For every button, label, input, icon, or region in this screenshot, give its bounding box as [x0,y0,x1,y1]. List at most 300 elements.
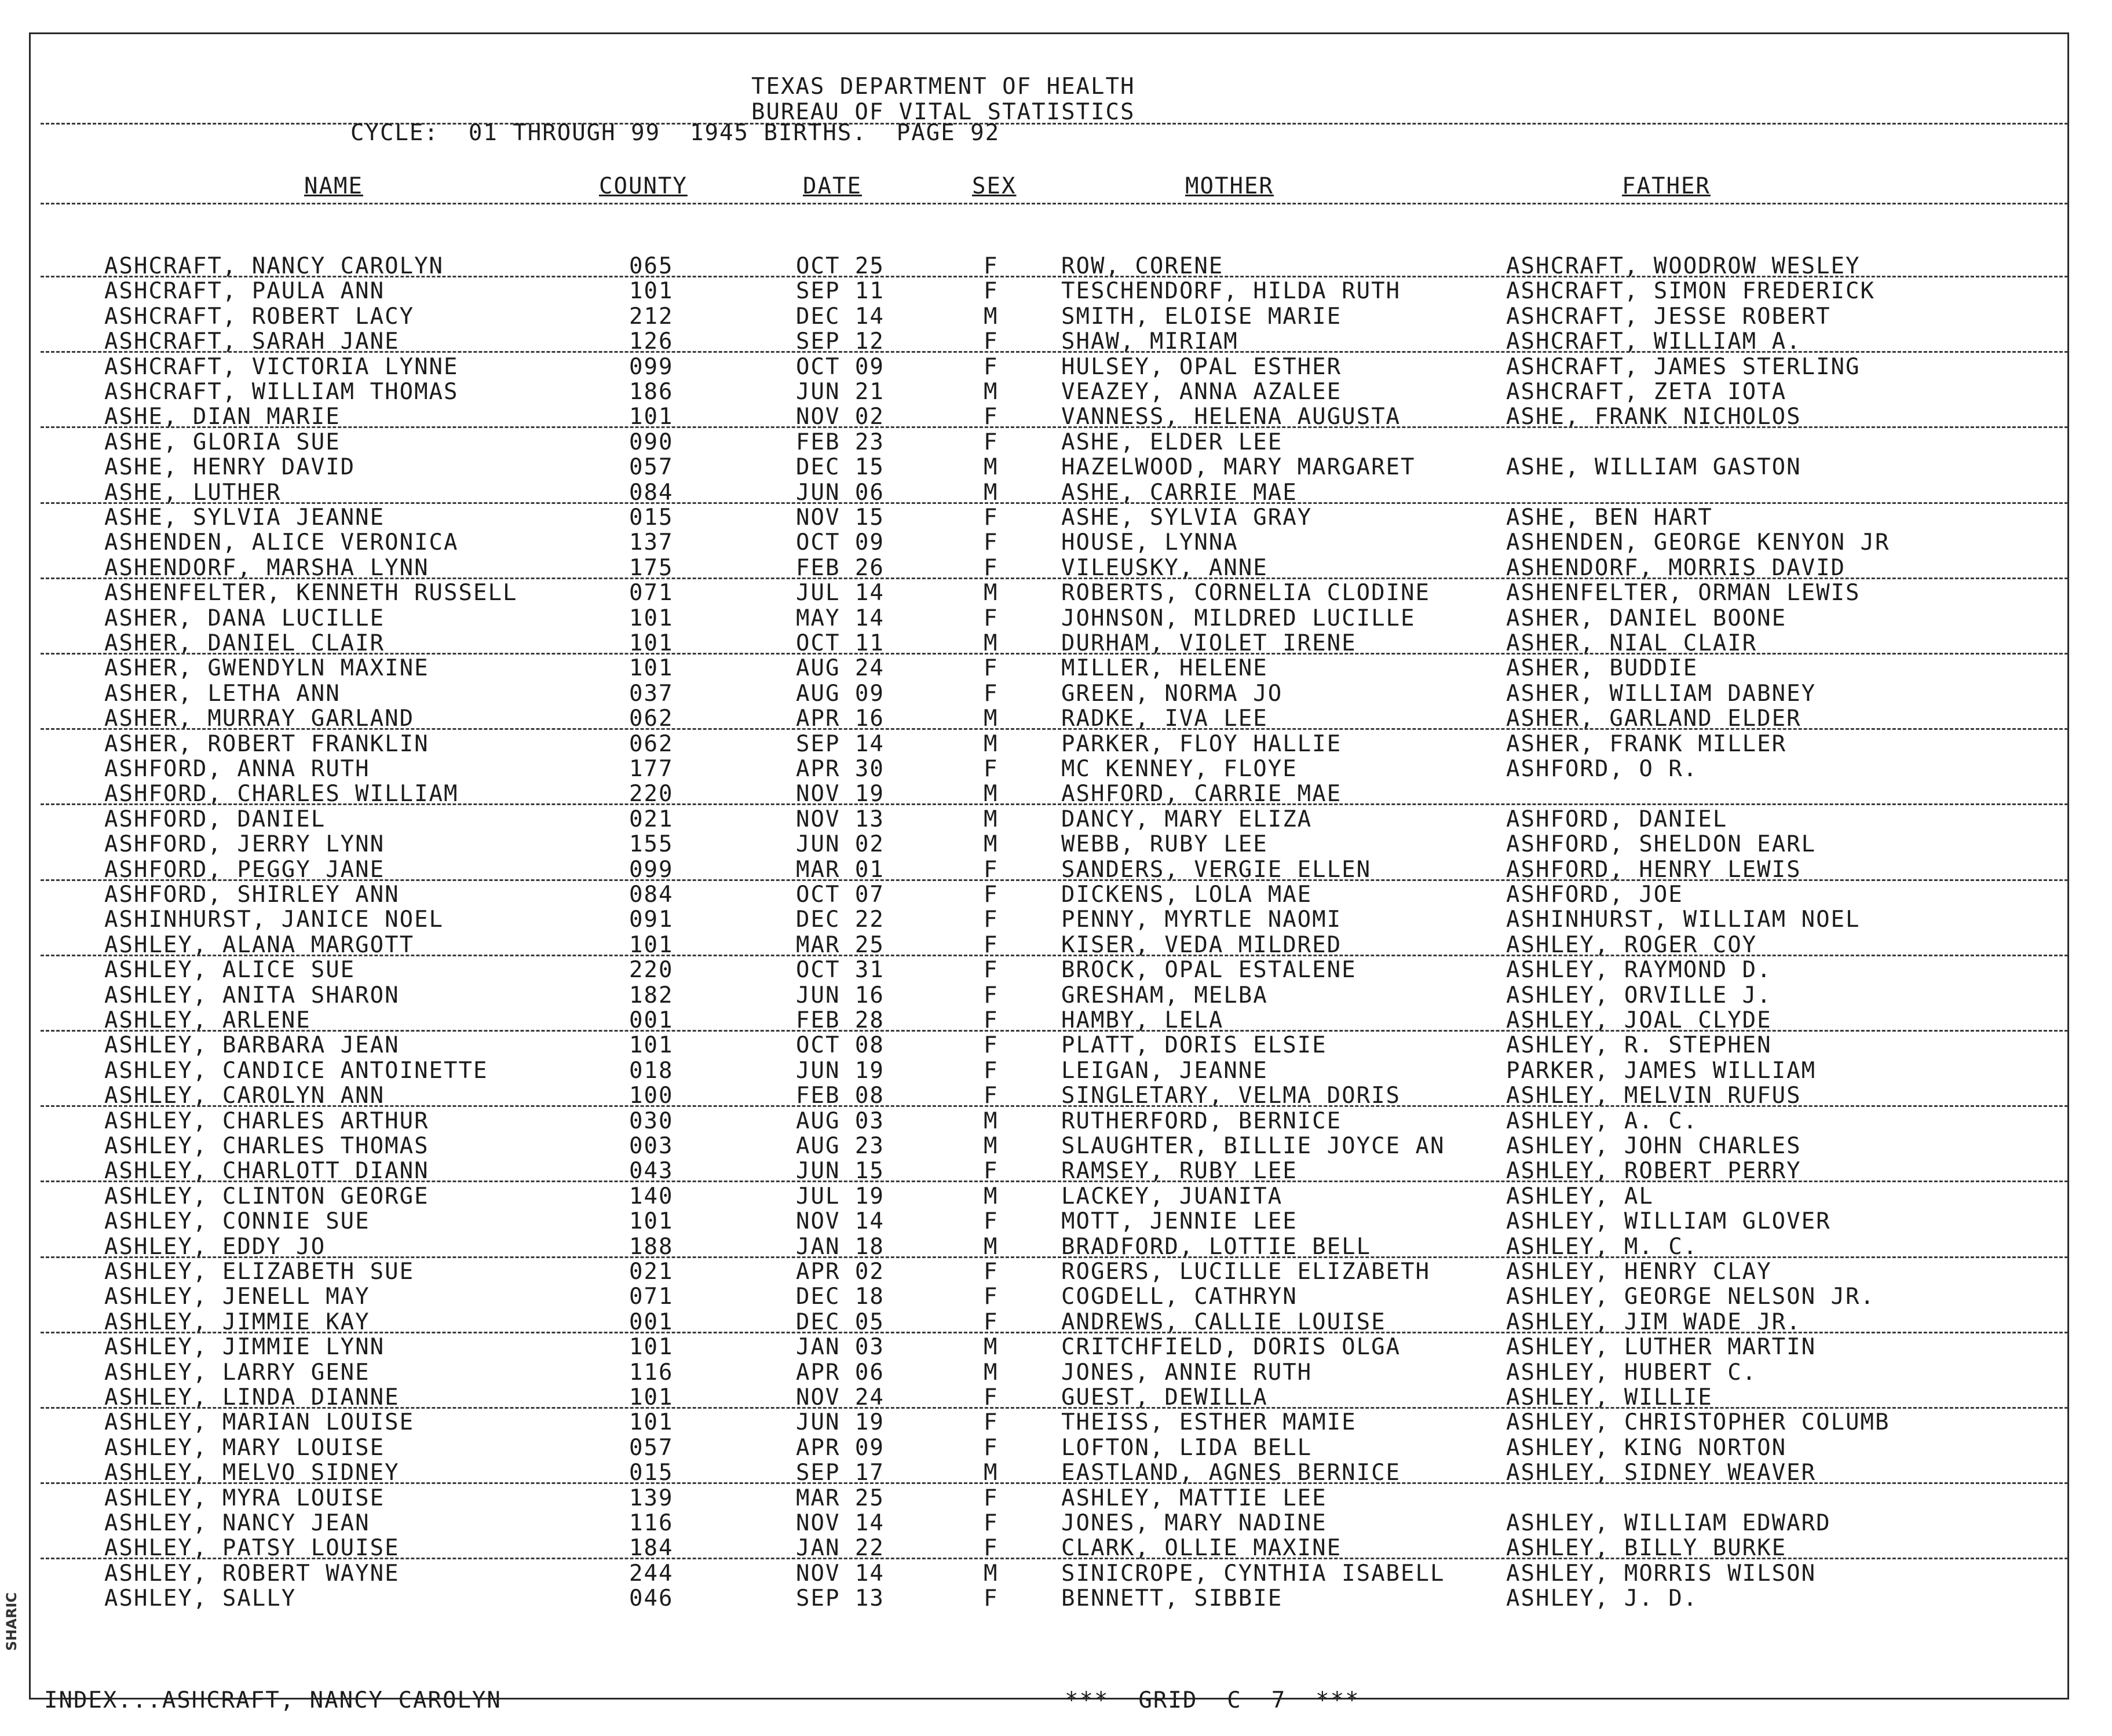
cell-sex: F [984,931,999,958]
cell-father: ASHLEY, MORRIS WILSON [1506,1560,1817,1587]
cell-mother: RADKE, IVA LEE [1061,706,1268,732]
cell-date: APR 16 [796,706,885,732]
cell-name: ASHE, DIAN MARIE [104,404,341,430]
cell-name: ASHFORD, PEGGY JANE [104,856,385,883]
cell-sex: F [984,1384,999,1410]
cell-sex: F [984,404,999,430]
cell-mother: VANNESS, HELENA AUGUSTA [1061,404,1401,430]
cell-county: 101 [629,605,674,631]
cell-sex: F [984,1485,999,1511]
cell-father: ASHLEY, SIDNEY WEAVER [1506,1460,1817,1486]
cell-sex: F [984,1032,999,1059]
table-row [0,1284,2112,1310]
table-row [0,681,2112,707]
cell-name: ASHLEY, LARRY GENE [104,1359,370,1386]
divider [41,203,2068,204]
cell-county: 101 [629,655,674,682]
cell-county: 137 [629,529,674,556]
cell-sex: F [984,529,999,556]
cell-mother: BROCK, OPAL ESTALENE [1061,957,1357,984]
cell-sex: F [984,1284,999,1310]
cell-sex: F [984,1083,999,1109]
divider [41,879,2068,881]
cell-county: 065 [629,253,674,279]
cell-county: 101 [629,278,674,305]
cell-father: ASHENDEN, GEORGE KENYON JR [1506,529,1890,556]
cell-sex: F [984,655,999,682]
cell-name: ASHFORD, CHARLES WILLIAM [104,781,459,807]
cell-father: ASHLEY, HUBERT C. [1506,1359,1757,1386]
cell-mother: DANCY, MARY ELIZA [1061,806,1313,832]
cell-sex: F [984,1510,999,1536]
cell-sex: F [984,856,999,883]
cell-date: NOV 14 [796,1208,885,1235]
table-row [0,279,2112,304]
cell-name: ASHCRAFT, ROBERT LACY [104,303,415,330]
cell-name: ASHLEY, CONNIE SUE [104,1208,370,1235]
cell-date: OCT 08 [796,1032,885,1059]
table-row [0,1109,2112,1134]
cell-date: APR 06 [796,1359,885,1386]
cell-date: JUN 16 [796,982,885,1008]
cell-county: 001 [629,1309,674,1335]
cell-mother: PENNY, MYRTLE NAOMI [1061,907,1342,933]
cell-name: ASHER, ROBERT FRANKLIN [104,730,429,757]
table-row [0,1209,2112,1234]
cell-mother: ROW, CORENE [1061,253,1224,279]
cell-date: DEC 15 [796,454,885,481]
cell-mother: ASHE, ELDER LEE [1061,429,1283,455]
cell-mother: RAMSEY, RUBY LEE [1061,1158,1298,1185]
cell-sex: M [984,379,999,405]
cell-father: ASHINHURST, WILLIAM NOEL [1506,907,1861,933]
cell-mother: ASHFORD, CARRIE MAE [1061,781,1342,807]
cell-sex: F [984,328,999,355]
cell-date: DEC 18 [796,1284,885,1310]
cell-county: 037 [629,680,674,707]
cell-mother: CRITCHFIELD, DORIS OLGA [1061,1334,1401,1361]
cell-father: ASHER, WILLIAM DABNEY [1506,680,1817,707]
cell-sex: F [984,1409,999,1436]
cell-county: 046 [629,1585,674,1612]
cell-sex: F [984,1309,999,1335]
cell-sex: F [984,907,999,933]
table-row [0,304,2112,330]
cell-name: ASHER, MURRAY GARLAND [104,706,415,732]
cell-county: 071 [629,1284,674,1310]
cell-date: JUL 14 [796,580,885,606]
cell-date: JAN 18 [796,1233,885,1260]
table-row [0,1033,2112,1058]
side-stamp: SHARIC [3,1592,20,1651]
cell-sex: F [984,505,999,531]
cell-county: 099 [629,353,674,380]
cell-name: ASHLEY, MELVO SIDNEY [104,1460,400,1486]
cell-sex: F [984,554,999,581]
cell-name: ASHCRAFT, NANCY CAROLYN [104,253,444,279]
cell-name: ASHLEY, MARIAN LOUISE [104,1409,415,1436]
cell-father: ASHE, WILLIAM GASTON [1506,454,1802,481]
cell-father: ASHLEY, CHRISTOPHER COLUMB [1506,1409,1890,1436]
cell-sex: F [984,756,999,782]
table-row [0,1360,2112,1386]
table-row [0,732,2112,757]
cell-date: MAR 25 [796,1485,885,1511]
cell-county: 101 [629,1384,674,1410]
cell-date: MAR 01 [796,856,885,883]
divider [41,1030,2068,1032]
cell-county: 015 [629,1460,674,1486]
cell-name: ASHLEY, CHARLOTT DIANN [104,1158,429,1185]
cell-sex: M [984,1133,999,1159]
cell-mother: GRESHAM, MELBA [1061,982,1268,1008]
cell-father: ASHFORD, SHELDON EARL [1506,831,1817,858]
cell-name: ASHENFELTER, KENNETH RUSSELL [104,580,518,606]
cell-county: 175 [629,554,674,581]
divider [41,1407,2068,1409]
cell-name: ASHINHURST, JANICE NOEL [104,907,444,933]
cell-county: 155 [629,831,674,858]
cell-county: 099 [629,856,674,883]
cell-name: ASHE, LUTHER [104,479,282,506]
cell-mother: HAZELWOOD, MARY MARGARET [1061,454,1416,481]
cell-father: ASHCRAFT, ZETA IOTA [1506,379,1787,405]
cell-name: ASHFORD, ANNA RUTH [104,756,370,782]
cell-name: ASHLEY, LINDA DIANNE [104,1384,400,1410]
cell-date: APR 30 [796,756,885,782]
cell-father: ASHLEY, M. C. [1506,1233,1698,1260]
cell-sex: F [984,957,999,984]
table-row [0,1561,2112,1587]
cell-county: 177 [629,756,674,782]
cell-sex: M [984,303,999,330]
cell-name: ASHCRAFT, PAULA ANN [104,278,385,305]
cell-sex: M [984,806,999,832]
table-row [0,1410,2112,1435]
cell-county: 116 [629,1510,674,1536]
cell-county: 101 [629,630,674,656]
column-header-date: DATE [803,173,862,199]
cell-father: ASHENDORF, MORRIS DAVID [1506,554,1846,581]
cell-sex: F [984,253,999,279]
cell-mother: SANDERS, VERGIE ELLEN [1061,856,1372,883]
cell-sex: M [984,1334,999,1361]
cell-name: ASHLEY, CHARLES ARTHUR [104,1108,429,1134]
cell-date: FEB 28 [796,1007,885,1033]
cell-date: FEB 23 [796,429,885,455]
cell-county: 188 [629,1233,674,1260]
cell-father: ASHLEY, ROGER COY [1506,931,1757,958]
cell-father: ASHLEY, RAYMOND D. [1506,957,1772,984]
cell-sex: M [984,781,999,807]
cell-date: JUN 15 [796,1158,885,1185]
cell-name: ASHENDEN, ALICE VERONICA [104,529,459,556]
cell-sex: M [984,730,999,757]
cell-name: ASHCRAFT, SARAH JANE [104,328,400,355]
column-header-sex: SEX [972,173,1017,199]
cell-name: ASHER, DANIEL CLAIR [104,630,385,656]
cell-county: 091 [629,907,674,933]
cell-mother: PLATT, DORIS ELSIE [1061,1032,1327,1059]
cell-father: ASHFORD, JOE [1506,882,1683,908]
cell-date: NOV 14 [796,1560,885,1587]
cell-sex: F [984,982,999,1008]
cell-father: ASHLEY, KING NORTON [1506,1434,1787,1461]
table-row [0,1586,2112,1611]
divider [41,1482,2068,1484]
cell-county: 101 [629,1409,674,1436]
cell-father: ASHER, FRANK MILLER [1506,730,1787,757]
cell-date: SEP 14 [796,730,885,757]
cell-mother: COGDELL, CATHRYN [1061,1284,1298,1310]
cell-mother: ROGERS, LUCILLE ELIZABETH [1061,1259,1430,1285]
cell-mother: MOTT, JENNIE LEE [1061,1208,1298,1235]
cell-county: 186 [629,379,674,405]
cell-county: 071 [629,580,674,606]
divider [41,1256,2068,1258]
table-row [0,1486,2112,1511]
cell-county: 101 [629,404,674,430]
cell-father: ASHLEY, A. C. [1506,1108,1698,1134]
cell-mother: THEISS, ESTHER MAMIE [1061,1409,1357,1436]
cell-name: ASHLEY, CHARLES THOMAS [104,1133,429,1159]
table-row [0,1058,2112,1084]
cell-mother: EASTLAND, AGNES BERNICE [1061,1460,1401,1486]
cell-father: ASHE, FRANK NICHOLOS [1506,404,1802,430]
cell-county: 126 [629,328,674,355]
cell-name: ASHFORD, DANIEL [104,806,326,832]
cell-county: 101 [629,1032,674,1059]
cell-sex: F [984,1057,999,1084]
cell-date: JUN 02 [796,831,885,858]
cell-county: 101 [629,1208,674,1235]
cell-sex: F [984,605,999,631]
cell-name: ASHLEY, BARBARA JEAN [104,1032,400,1059]
cell-father: ASHLEY, JOAL CLYDE [1506,1007,1772,1033]
cell-mother: TESCHENDORF, HILDA RUTH [1061,278,1401,305]
table-row [0,1511,2112,1536]
cell-name: ASHLEY, MARY LOUISE [104,1434,385,1461]
cell-sex: F [984,1007,999,1033]
divider [41,1558,2068,1559]
cell-sex: F [984,429,999,455]
cell-sex: F [984,1434,999,1461]
cell-county: 084 [629,882,674,908]
cell-sex: F [984,278,999,305]
cell-date: JUL 19 [796,1183,885,1209]
cell-date: JUN 21 [796,379,885,405]
cell-mother: LACKEY, JUANITA [1061,1183,1283,1209]
table-row [0,756,2112,782]
cell-date: NOV 14 [796,1510,885,1536]
cell-mother: JONES, MARY NADINE [1061,1510,1327,1536]
cell-mother: ASHE, CARRIE MAE [1061,479,1298,506]
cell-father: ASHLEY, AL [1506,1183,1654,1209]
cell-county: 003 [629,1133,674,1159]
cell-mother: HULSEY, OPAL ESTHER [1061,353,1342,380]
cell-name: ASHLEY, SALLY [104,1585,297,1612]
cell-date: APR 09 [796,1434,885,1461]
cell-mother: JONES, ANNIE RUTH [1061,1359,1313,1386]
cell-sex: M [984,1233,999,1260]
cell-name: ASHLEY, JIMMIE LYNN [104,1334,385,1361]
divider [41,502,2068,504]
divider [41,955,2068,956]
cell-name: ASHE, HENRY DAVID [104,454,356,481]
cell-county: 021 [629,806,674,832]
cell-county: 184 [629,1535,674,1562]
cell-sex: M [984,1560,999,1587]
cell-mother: ASHE, SYLVIA GRAY [1061,505,1313,531]
cell-name: ASHLEY, EDDY JO [104,1233,326,1260]
cell-name: ASHLEY, ROBERT WAYNE [104,1560,400,1587]
cell-county: 018 [629,1057,674,1084]
cell-father: ASHLEY, JIM WADE JR. [1506,1309,1802,1335]
cell-name: ASHE, GLORIA SUE [104,429,341,455]
table-row [0,606,2112,631]
table-row [0,1134,2112,1159]
cell-mother: BRADFORD, LOTTIE BELL [1061,1233,1372,1260]
cell-county: 182 [629,982,674,1008]
divider [41,803,2068,805]
cell-date: JUN 06 [796,479,885,506]
cell-date: SEP 11 [796,278,885,305]
cell-father: ASHLEY, JOHN CHARLES [1506,1133,1802,1159]
cell-father: ASHFORD, DANIEL [1506,806,1728,832]
cell-date: SEP 13 [796,1585,885,1612]
cell-date: DEC 05 [796,1309,885,1335]
cell-date: OCT 09 [796,353,885,380]
cell-date: NOV 02 [796,404,885,430]
table-row [0,1435,2112,1461]
divider [41,276,2068,277]
cell-mother: HAMBY, LELA [1061,1007,1224,1033]
cell-father: ASHCRAFT, JESSE ROBERT [1506,303,1831,330]
cell-name: ASHER, DANA LUCILLE [104,605,385,631]
cell-date: AUG 09 [796,680,885,707]
table-row [0,455,2112,480]
cell-father: ASHCRAFT, SIMON FREDERICK [1506,278,1875,305]
cell-father: ASHLEY, BILLY BURKE [1506,1535,1787,1562]
cell-county: 212 [629,303,674,330]
cell-father: ASHER, NIAL CLAIR [1506,630,1757,656]
table-row [0,1184,2112,1209]
cell-mother: GREEN, NORMA JO [1061,680,1283,707]
cell-mother: PARKER, FLOY HALLIE [1061,730,1342,757]
footer-grid: *** GRID C 7 *** [1065,1687,1360,1713]
table-row [0,1335,2112,1360]
cell-father: ASHCRAFT, WOODROW WESLEY [1506,253,1861,279]
cell-county: 084 [629,479,674,506]
cell-mother: DURHAM, VIOLET IRENE [1061,630,1357,656]
cell-sex: M [984,580,999,606]
cell-name: ASHLEY, ARLENE [104,1007,311,1033]
header-bureau: BUREAU OF VITAL STATISTICS [751,99,1135,125]
cell-sex: M [984,454,999,481]
cell-sex: F [984,353,999,380]
cell-father: ASHER, BUDDIE [1506,655,1698,682]
table-row [0,807,2112,832]
cell-father: ASHCRAFT, JAMES STERLING [1506,353,1861,380]
footer-index: INDEX...ASHCRAFT, NANCY CAROLYN [44,1687,502,1713]
cell-mother: HOUSE, LYNNA [1061,529,1238,556]
cell-county: 062 [629,706,674,732]
column-header-mother: MOTHER [1185,173,1274,199]
cell-name: ASHLEY, ELIZABETH SUE [104,1259,415,1285]
cell-name: ASHLEY, ALICE SUE [104,957,356,984]
cell-father: ASHLEY, LUTHER MARTIN [1506,1334,1817,1361]
cell-mother: KISER, VEDA MILDRED [1061,931,1342,958]
cell-father: ASHFORD, O R. [1506,756,1698,782]
table-row [0,957,2112,983]
cell-father: ASHENFELTER, ORMAN LEWIS [1506,580,1861,606]
cell-mother: DICKENS, LOLA MAE [1061,882,1313,908]
table-row [0,379,2112,405]
cell-father: ASHLEY, GEORGE NELSON JR. [1506,1284,1875,1310]
cell-date: OCT 11 [796,630,885,656]
cell-name: ASHFORD, JERRY LYNN [104,831,385,858]
cell-county: 244 [629,1560,674,1587]
cell-mother: ASHLEY, MATTIE LEE [1061,1485,1327,1511]
cell-mother: RUTHERFORD, BERNICE [1061,1108,1342,1134]
cell-date: SEP 17 [796,1460,885,1486]
divider [41,426,2068,428]
cell-name: ASHCRAFT, VICTORIA LYNNE [104,353,459,380]
cell-name: ASHER, GWENDYLN MAXINE [104,655,429,682]
cell-county: 015 [629,505,674,531]
cell-date: AUG 23 [796,1133,885,1159]
cell-father: ASHLEY, ROBERT PERRY [1506,1158,1802,1185]
cell-county: 062 [629,730,674,757]
cell-mother: CLARK, OLLIE MAXINE [1061,1535,1342,1562]
table-row [0,983,2112,1008]
cell-sex: M [984,831,999,858]
cell-father: ASHE, BEN HART [1506,505,1713,531]
cell-date: SEP 12 [796,328,885,355]
cell-date: JAN 22 [796,1535,885,1562]
table-row [0,1259,2112,1285]
cell-sex: M [984,1183,999,1209]
cell-date: FEB 26 [796,554,885,581]
cell-sex: M [984,1108,999,1134]
cell-mother: BENNETT, SIBBIE [1061,1585,1283,1612]
cell-father: ASHLEY, R. STEPHEN [1506,1032,1772,1059]
cell-mother: SMITH, ELOISE MARIE [1061,303,1342,330]
cell-county: 030 [629,1108,674,1134]
cell-date: FEB 08 [796,1083,885,1109]
cell-sex: M [984,479,999,506]
cell-date: OCT 25 [796,253,885,279]
cell-date: NOV 19 [796,781,885,807]
cell-date: NOV 24 [796,1384,885,1410]
table-row [0,882,2112,908]
cell-name: ASHER, LETHA ANN [104,680,341,707]
cell-date: DEC 22 [796,907,885,933]
cell-sex: F [984,1158,999,1185]
cell-name: ASHLEY, PATSY LOUISE [104,1535,400,1562]
cell-county: 021 [629,1259,674,1285]
divider [41,578,2068,579]
cell-father: ASHLEY, WILLIE [1506,1384,1713,1410]
divider [41,351,2068,353]
table-row [0,530,2112,555]
cell-date: NOV 15 [796,505,885,531]
cell-date: JAN 03 [796,1334,885,1361]
cell-date: NOV 13 [796,806,885,832]
cell-sex: F [984,1585,999,1612]
cell-mother: LEIGAN, JEANNE [1061,1057,1268,1084]
cell-date: OCT 31 [796,957,885,984]
